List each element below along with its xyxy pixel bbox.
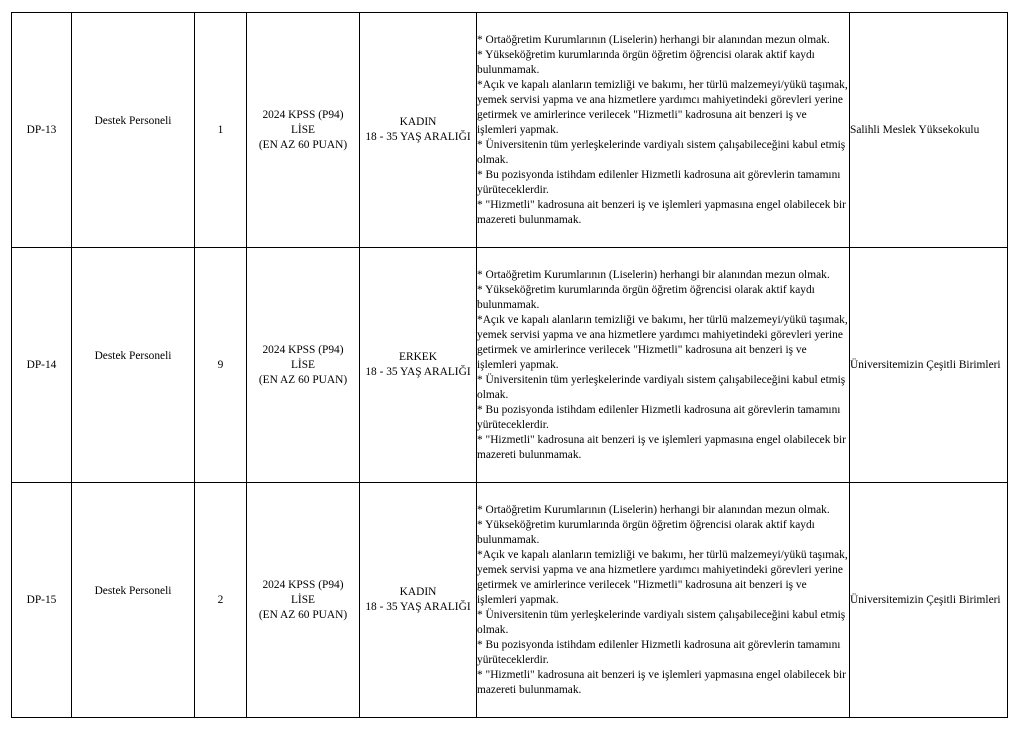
positions-table: [11, 12, 1008, 718]
table-row: [12, 13, 1008, 248]
position-title-cell: [72, 248, 195, 483]
position-title-cell: [72, 483, 195, 718]
position-code: DP-14: [12, 248, 72, 483]
position-title: Destek Personeli: [94, 114, 172, 127]
position-count: 2: [195, 483, 247, 718]
requirement-item: * Yükseköğretim kurumlarında örgün öğretim öğrencisi olarak aktif kaydı bulunmamak.: [477, 518, 815, 546]
kpss-line: (EN AZ 60 PUAN): [258, 608, 348, 621]
requirement-item: * Ortaöğretim Kurumlarının (Liselerin) herhangi bir alanından mezun olmak.: [477, 503, 830, 516]
requirement-item: * Üniversitenin tüm yerleşkelerinde vardiyalı sistem çalışabileceğini kabul etmiş olmak.: [477, 138, 846, 166]
age-range: 18 - 35 YAŞ ARALIĞI: [365, 366, 471, 378]
position-code: DP-15: [12, 483, 72, 718]
age-range: 18 - 35 YAŞ ARALIĞI: [365, 601, 471, 613]
requirement-item: *Açık ve kapalı alanların temizliği ve bakımı, her türlü malzemeyi/yükü taşımak, yemek servisi yapma ve ana hizmetlere yardımcı mahiyetindeki görevleri yerine getirmek ve amirlerince verilecek "Hizmetli" kadrosuna ait benzeri iş ve işlemleri yapmak.: [477, 78, 848, 136]
gender-label: ERKEK: [399, 351, 437, 363]
table-row: [12, 248, 1008, 483]
requirement-item: *Açık ve kapalı alanların temizliği ve bakımı, her türlü malzemeyi/yükü taşımak, yemek servisi yapma ve ana hizmetlere yardımcı mahiyetindeki görevleri yerine getirmek ve amirlerince verilecek "Hizmetli" kadrosuna ait benzeri iş ve işlemleri yapmak.: [477, 313, 848, 371]
gender-label: KADIN: [399, 586, 437, 598]
requirement-item: * "Hizmetli" kadrosuna ait benzeri iş ve işlemleri yapmasına engel olabilecek bir mazereti bulunmamak.: [477, 668, 846, 696]
kpss-requirement: [247, 483, 360, 718]
age-range: 18 - 35 YAŞ ARALIĞI: [365, 131, 471, 143]
document-page: [11, 12, 1008, 718]
requirements-cell: [477, 13, 850, 248]
requirement-item: * Ortaöğretim Kurumlarının (Liselerin) herhangi bir alanından mezun olmak.: [477, 268, 830, 281]
requirement-item: * Üniversitenin tüm yerleşkelerinde vardiyalı sistem çalışabileceğini kabul etmiş olmak.: [477, 608, 846, 636]
work-unit: Üniversitemizin Çeşitli Birimleri: [850, 483, 1008, 718]
kpss-line: LİSE: [290, 593, 316, 606]
table-row: [12, 483, 1008, 718]
kpss-line: 2024 KPSS (P94): [262, 578, 344, 591]
requirements-cell: [477, 483, 850, 718]
position-title: Destek Personeli: [94, 349, 172, 362]
position-count: 9: [195, 248, 247, 483]
position-code: DP-13: [12, 13, 72, 248]
kpss-line: (EN AZ 60 PUAN): [258, 373, 348, 386]
requirement-item: * "Hizmetli" kadrosuna ait benzeri iş ve işlemleri yapmasına engel olabilecek bir mazereti bulunmamak.: [477, 433, 846, 461]
requirement-item: * Bu pozisyonda istihdam edilenler Hizmetli kadrosuna ait görevlerin tamamını yürüteceklerdir.: [477, 638, 841, 666]
position-title: Destek Personeli: [94, 584, 172, 597]
requirement-item: * "Hizmetli" kadrosuna ait benzeri iş ve işlemleri yapmasına engel olabilecek bir mazereti bulunmamak.: [477, 198, 846, 226]
kpss-line: 2024 KPSS (P94): [262, 108, 344, 121]
kpss-line: LİSE: [290, 123, 316, 136]
kpss-requirement: [247, 13, 360, 248]
position-count: 1: [195, 13, 247, 248]
position-title-cell: [72, 13, 195, 248]
work-unit: Salihli Meslek Yüksekokulu: [850, 13, 1008, 248]
gender-age: [360, 483, 477, 718]
gender-age: [360, 13, 477, 248]
kpss-line: LİSE: [290, 358, 316, 371]
requirement-item: * Yükseköğretim kurumlarında örgün öğretim öğrencisi olarak aktif kaydı bulunmamak.: [477, 48, 815, 76]
kpss-requirement: [247, 248, 360, 483]
requirement-item: * Üniversitenin tüm yerleşkelerinde vardiyalı sistem çalışabileceğini kabul etmiş olmak.: [477, 373, 846, 401]
gender-age: [360, 248, 477, 483]
requirement-item: *Açık ve kapalı alanların temizliği ve bakımı, her türlü malzemeyi/yükü taşımak, yemek servisi yapma ve ana hizmetlere yardımcı mahiyetindeki görevleri yerine getirmek ve amirlerince verilecek "Hizmetli" kadrosuna ait benzeri iş ve işlemleri yapmak.: [477, 548, 848, 606]
gender-label: KADIN: [399, 116, 437, 128]
kpss-line: 2024 KPSS (P94): [262, 343, 344, 356]
requirement-item: * Ortaöğretim Kurumlarının (Liselerin) herhangi bir alanından mezun olmak.: [477, 33, 830, 46]
requirement-item: * Yükseköğretim kurumlarında örgün öğretim öğrencisi olarak aktif kaydı bulunmamak.: [477, 283, 815, 311]
work-unit: Üniversitemizin Çeşitli Birimleri: [850, 248, 1008, 483]
requirement-item: * Bu pozisyonda istihdam edilenler Hizmetli kadrosuna ait görevlerin tamamını yürüteceklerdir.: [477, 168, 841, 196]
kpss-line: (EN AZ 60 PUAN): [258, 138, 348, 151]
requirements-cell: [477, 248, 850, 483]
requirement-item: * Bu pozisyonda istihdam edilenler Hizmetli kadrosuna ait görevlerin tamamını yürüteceklerdir.: [477, 403, 841, 431]
